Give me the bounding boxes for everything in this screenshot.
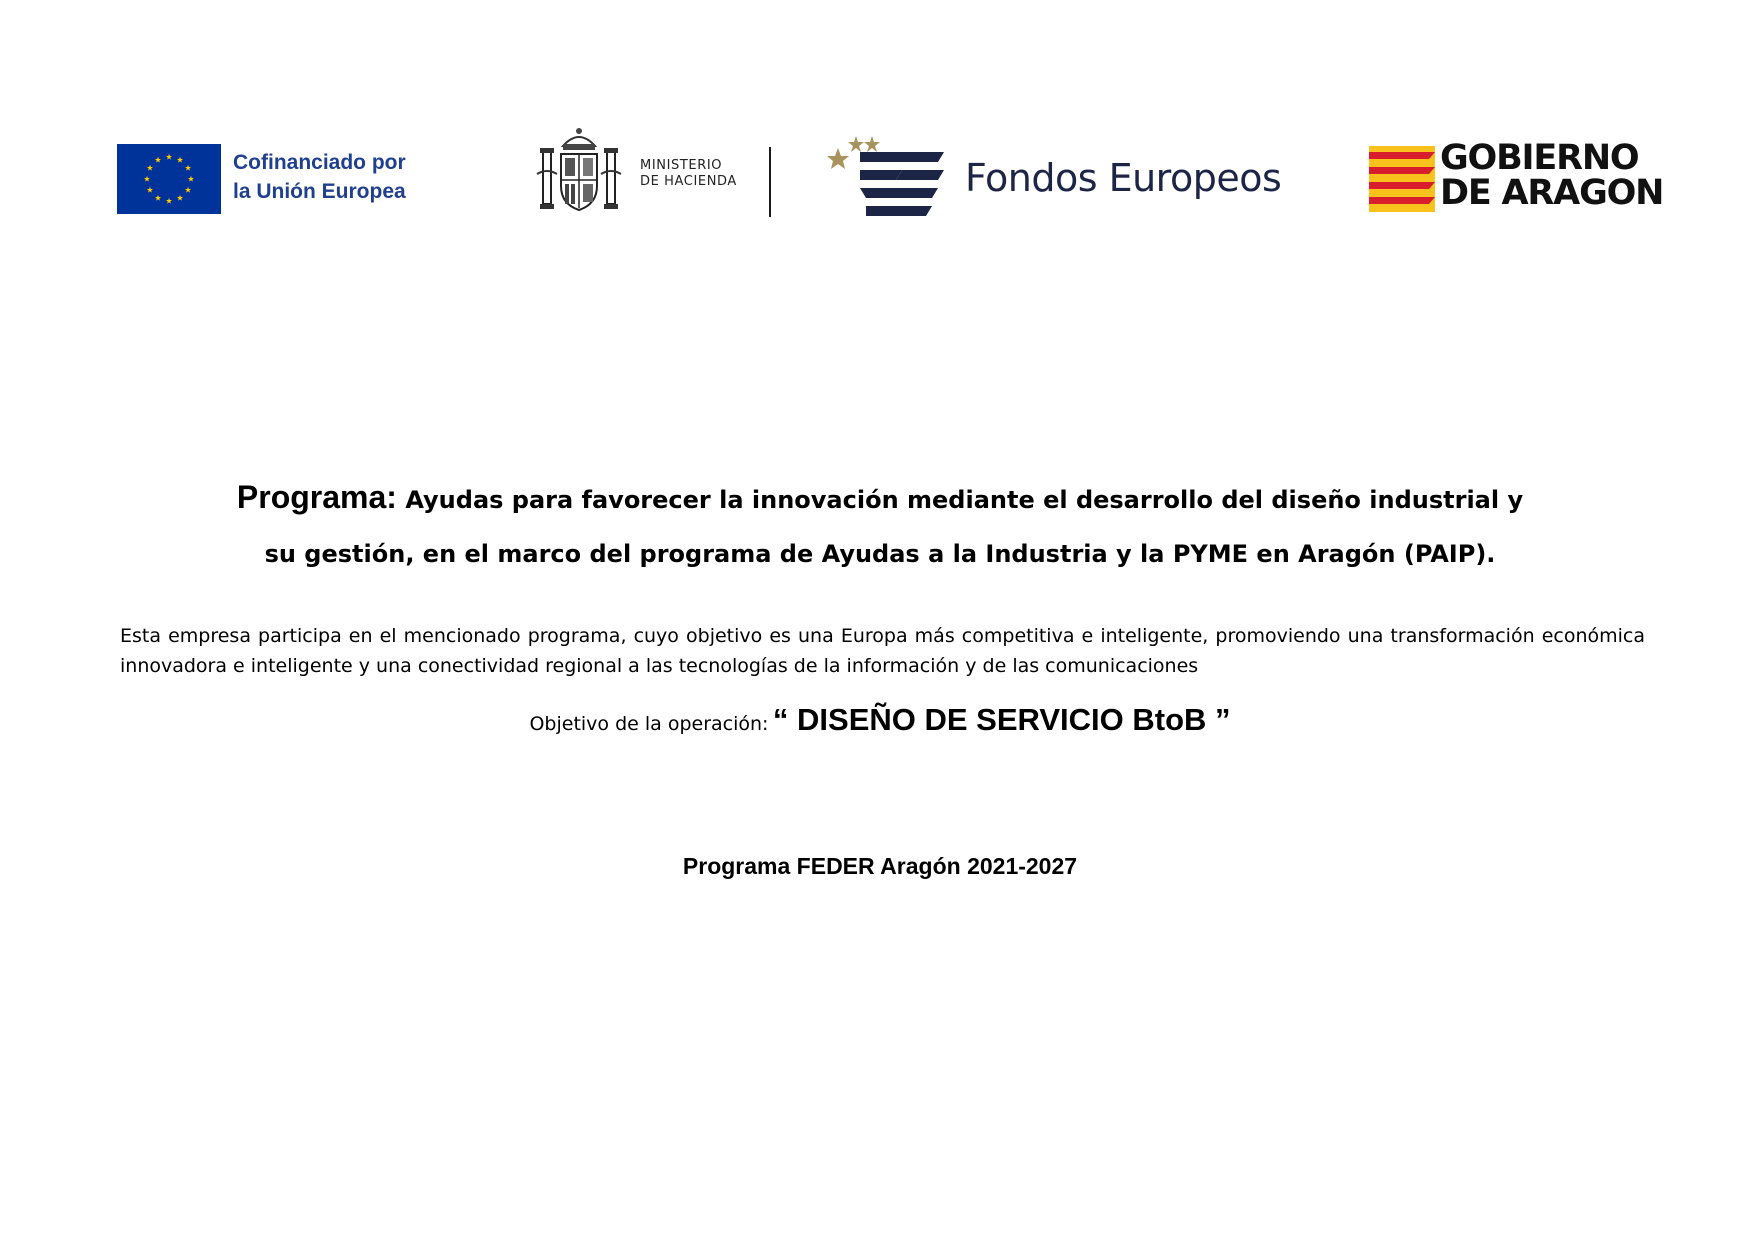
aragon-line-1: GOBIERNO bbox=[1440, 138, 1639, 178]
eu-cofinanced-label bbox=[233, 148, 453, 206]
ministerio-line-1: MINISTERIO bbox=[640, 158, 723, 173]
fondos-europeos-mark-icon bbox=[826, 134, 946, 218]
ministerio-label bbox=[640, 158, 770, 190]
eu-flag-icon bbox=[117, 144, 221, 214]
programa-line-1 bbox=[140, 470, 1620, 527]
objetivo-value: “ DISEÑO DE SERVICIO BtoB ” bbox=[772, 702, 1231, 737]
eu-line-2: la Unión Europea bbox=[233, 180, 406, 203]
eu-line-1: Cofinanciado por bbox=[233, 151, 406, 174]
aragon-flag-icon bbox=[1369, 146, 1435, 212]
coat-of-arms-icon bbox=[535, 124, 623, 216]
objetivo-line bbox=[120, 702, 1640, 738]
logo-divider bbox=[769, 147, 771, 217]
programa-title-line-1: Ayudas para favorecer la innovación mediante el desarrollo del diseño industrial y bbox=[405, 486, 1524, 514]
programa-label: Programa: bbox=[236, 479, 397, 515]
aragon-line-2: DE ARAGON bbox=[1440, 173, 1664, 213]
gobierno-aragon-label bbox=[1440, 138, 1670, 213]
feder-program-label: Programa FEDER Aragón 2021-2027 bbox=[682, 853, 1078, 879]
programa-heading bbox=[140, 470, 1620, 581]
program-description: Esta empresa participa en el mencionado programa, cuyo objetivo es una Europa más competitiva e inteligente, promoviendo una transformación económica innovadora e inteligente y una conectividad regional a las tecnologías de la información y de las comunicaciones bbox=[120, 625, 1645, 677]
programa-title-line-2: su gestión, en el marco del programa de Ayudas a la Industria y la PYME en Aragón (PAIP). bbox=[264, 540, 1496, 568]
ministerio-line-2: DE HACIENDA bbox=[640, 174, 737, 189]
fondos-europeos-label: Fondos Europeos bbox=[965, 156, 1282, 200]
objetivo-label: Objetivo de la operación: bbox=[529, 713, 769, 735]
